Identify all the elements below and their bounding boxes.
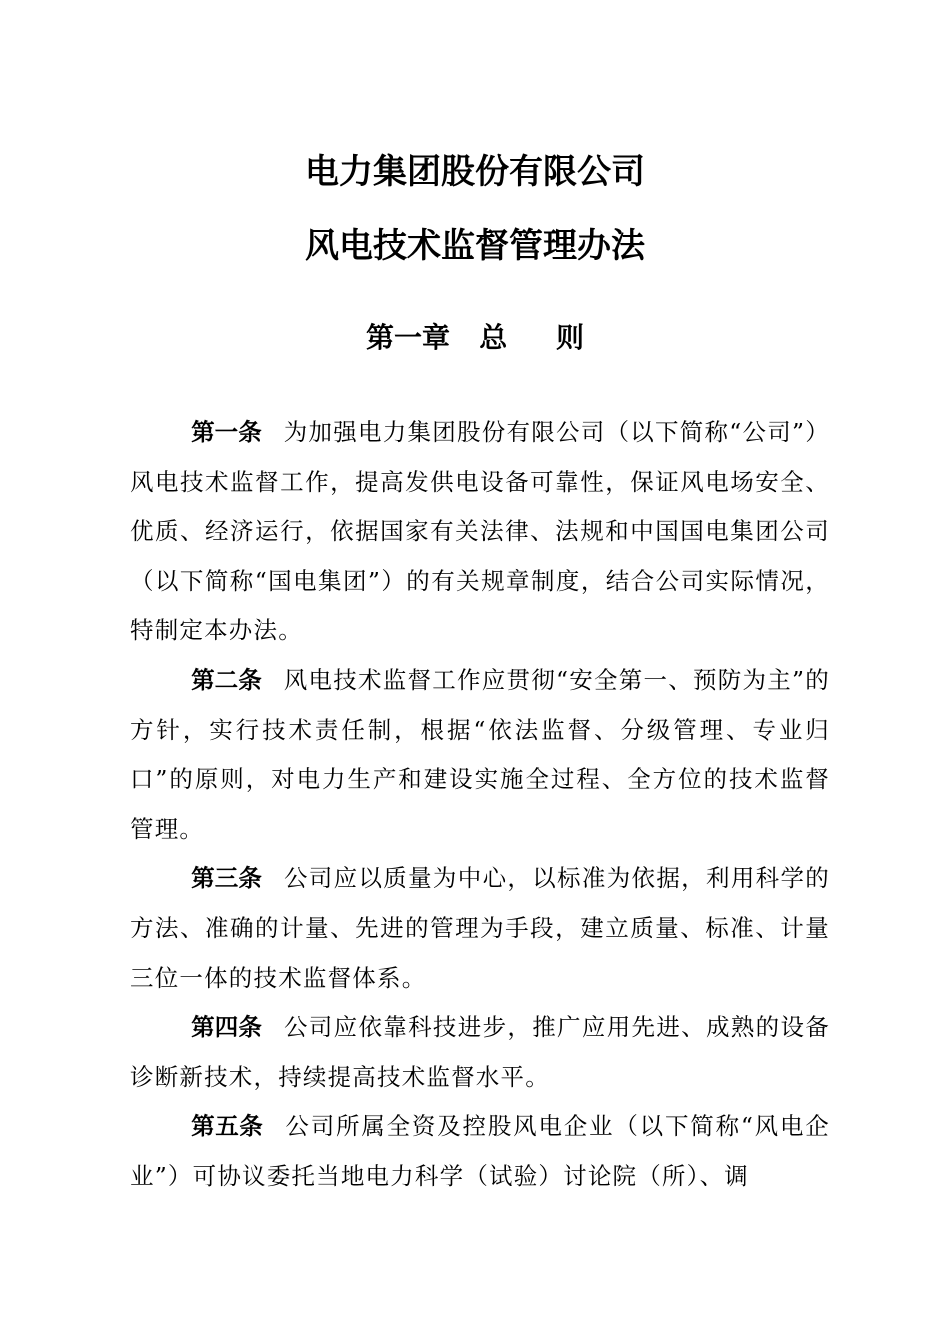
article-2-text: 风电技术监督工作应贯彻“安全第一、预防为主”的方针，实行技术责任制，根据“依法监督、分级管理、专业归口”的原则，对电力生产和建设实施全过程、全方位的技术监督管理。 — [130, 665, 830, 843]
article-2 — [130, 656, 830, 854]
article-4-label: 第四条 — [191, 1013, 262, 1042]
article-2-label: 第二条 — [191, 665, 262, 694]
article-1-label: 第一条 — [191, 418, 262, 446]
article-4 — [130, 1003, 830, 1102]
article-3-text: 公司应以质量为中心，以标准为依据，利用科学的方法、准确的计量、先进的管理为手段，建立质量、标准、计量三位一体的技术监督体系。 — [130, 864, 830, 992]
article-5-text: 公司所属全资及控股风电企业（以下简称“风电企业”）可协议委托当地电力科学（试验）讨论院（所）、调 — [130, 1112, 830, 1190]
article-4-text: 公司应依靠科技进步，推广应用先进、成熟的设备诊断新技术，持续提高技术监督水平。 — [130, 1013, 830, 1091]
article-3-label: 第三条 — [191, 864, 262, 893]
article-1-text: 为加强电力集团股份有限公司（以下简称“公司”）风电技术监督工作，提高发供电设备可靠性，保证风电场安全、优质、经济运行，依据国家有关法律、法规和中国国电集团公司（以下简称“国电集团”）的有关规章制度，结合公司实际情况，特制定本办法。 — [130, 418, 830, 645]
article-3 — [130, 854, 830, 1003]
article-5 — [130, 1102, 830, 1201]
chapter-heading: 第一章 总 则 — [366, 321, 584, 354]
document-body — [130, 408, 830, 1202]
article-5-label: 第五条 — [191, 1112, 264, 1141]
document-title-line2: 风电技术监督管理办法 — [305, 226, 645, 266]
article-1 — [130, 408, 830, 656]
document-title-line1: 电力集团股份有限公司 — [305, 152, 645, 192]
